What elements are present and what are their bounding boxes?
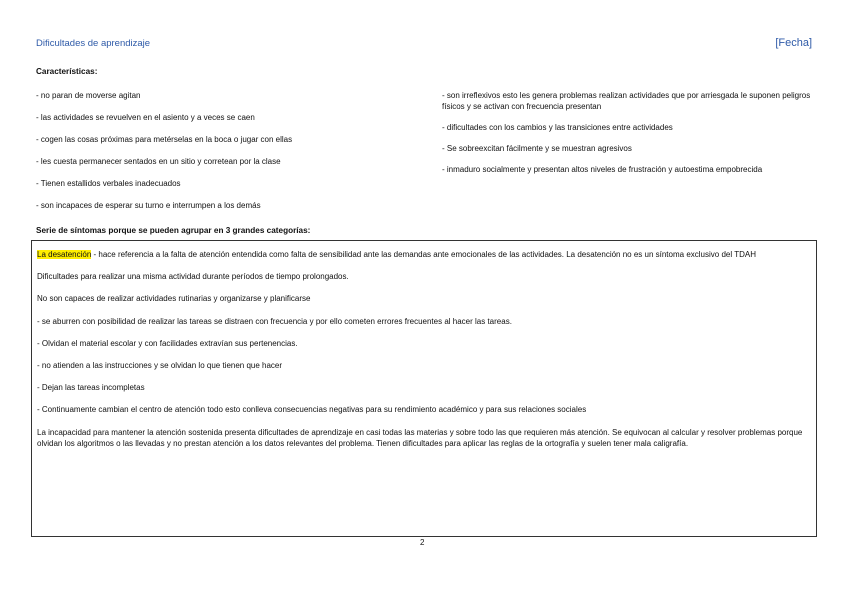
characteristics-right-column <box>442 90 822 185</box>
paragraph: No son capaces de realizar actividades rutinarias y organizarse y planificarse <box>37 294 311 304</box>
list-item: - cogen las cosas próximas para metérselas en la boca o jugar con ellas <box>36 135 293 145</box>
symptoms-heading: Serie de síntomas porque se pueden agrupar en 3 grandes categorías: <box>36 226 311 235</box>
date-placeholder[interactable]: [Fecha] <box>775 37 812 49</box>
list-item: - son incapaces de esperar su turno e interrumpen a los demás <box>36 201 261 211</box>
characteristics-heading: Características: <box>36 67 98 76</box>
list-item: - no paran de moverse agitan <box>36 91 141 100</box>
intro-text: - hace referencia a la falta de atención entendida como falta de sensibilidad ante las demandas ante emocionales de las actividades. La desatención no es un síntoma exclusivo del TDAH <box>91 250 756 259</box>
intro-paragraph <box>37 249 809 260</box>
list-item: - dificultades con los cambios y las transiciones entre actividades <box>442 123 673 132</box>
list-item: - Tienen estallidos verbales inadecuados <box>36 179 181 189</box>
characteristics-left-column <box>36 90 416 223</box>
list-item: - las actividades se revuelven en el asiento y a veces se caen <box>36 113 255 123</box>
list-item: - Se sobreexcitan fácilmente y se muestran agresivos <box>442 144 632 153</box>
paragraph: - Olvidan el material escolar y con facilidades extravían sus pertenencias. <box>37 338 298 348</box>
symptoms-text-box[interactable] <box>31 240 817 537</box>
page-header <box>36 37 812 53</box>
paragraph: - se aburren con posibilidad de realizar las tareas se distraen con frecuencia y por ello cometen errores frecuentes al hacer las tareas. <box>37 316 512 326</box>
list-item: - son irreflexivos esto les genera problemas realizan actividades que por arriesgada le suponen peligros físicos y se activan con frecuencia presentan <box>442 91 811 111</box>
list-item: - les cuesta permanecer sentados en un sitio y corretean por la clase <box>36 157 281 167</box>
paragraph: La incapacidad para mantener la atención sostenida presenta dificultades de aprendizaje en casi todas las materias y sobre todo las que requieren más atención. Se equivocan al calcular y resolver problemas porque olvidan los algoritmos o las llevadas y no prestan atención a los datos relevantes del problema. Tienen dificultades para aplicar las reglas de la ortografía y suelen tener mala caligrafía. <box>37 427 803 448</box>
highlighted-term: La desatención <box>37 250 92 259</box>
paragraph: - Continuamente cambian el centro de atención todo esto conlleva consecuencias negativas para su rendimiento académico y para sus relaciones sociales <box>37 405 587 415</box>
page-number: 2 <box>420 538 425 547</box>
symptoms-text-content <box>37 249 809 460</box>
list-item: - inmaduro socialmente y presentan altos niveles de frustración y autoestima empobrecida <box>442 165 763 174</box>
paragraph: - no atienden a las instrucciones y se olvidan lo que tienen que hacer <box>37 360 283 370</box>
document-title: Dificultades de aprendizaje <box>36 38 151 49</box>
paragraph: - Dejan las tareas incompletas <box>37 383 145 393</box>
paragraph: Dificultades para realizar una misma actividad durante períodos de tiempo prolongados. <box>37 272 349 282</box>
